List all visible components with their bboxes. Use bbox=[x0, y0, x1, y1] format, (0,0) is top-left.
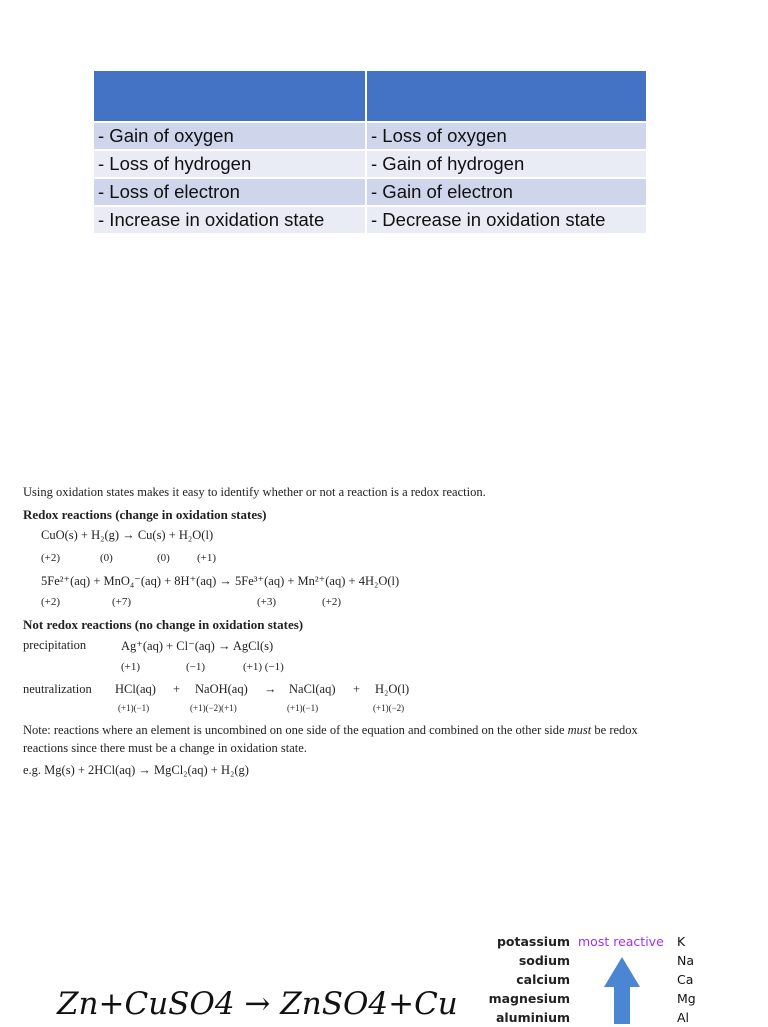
element-symbol: Mg bbox=[677, 991, 696, 1006]
table-cell: - Increase in oxidation state bbox=[94, 206, 366, 233]
equation-term: H₂O(l) bbox=[375, 682, 410, 696]
reactivity-metal-list bbox=[472, 932, 570, 1027]
equation-term: → bbox=[264, 682, 277, 696]
equation-term: NaCl(aq) bbox=[289, 682, 336, 696]
element-symbol: Al bbox=[677, 1010, 690, 1025]
example-equation: e.g. Mg(s) + 2HCl(aq) → MgCl₂(aq) + H₂(g) bbox=[23, 763, 249, 777]
oxidation-state: (+1)(−1) bbox=[118, 703, 150, 713]
oxidation-state: (+2) bbox=[41, 552, 61, 564]
redox-heading: Redox reactions (change in oxidation states) bbox=[23, 507, 267, 522]
note-text-part: be redox bbox=[591, 723, 638, 737]
not-redox-heading: Not redox reactions (no change in oxidation states) bbox=[23, 617, 304, 632]
oxidation-state: (+7) bbox=[112, 596, 132, 608]
table-row bbox=[94, 122, 646, 150]
intro-text: Using oxidation states makes it easy to identify whether or not a reaction is a redox reaction. bbox=[23, 485, 486, 499]
table-row bbox=[94, 206, 646, 233]
oxidation-state: (+3) bbox=[257, 596, 277, 608]
equation-term: HCl(aq) bbox=[115, 682, 156, 696]
note-text-line2: reactions since there must be a change in oxidation state. bbox=[23, 741, 307, 755]
oxidation-state: (+1) bbox=[121, 661, 141, 673]
equation-cuo: CuO(s) + H₂(g) → Cu(s) + H₂O(l) bbox=[41, 528, 214, 542]
note-emphasis: must bbox=[567, 723, 592, 737]
note-text-part: Note: reactions where an element is uncombined on one side of the equation and combined on the other side bbox=[23, 723, 568, 737]
element-symbol: Ca bbox=[677, 972, 694, 987]
table-row bbox=[94, 150, 646, 178]
equation-term: + bbox=[353, 682, 361, 696]
oxidation-state: (+2) bbox=[41, 596, 61, 608]
oxidation-state: (+1)(−1) bbox=[287, 703, 319, 713]
oxidation-state: (+1) bbox=[197, 552, 217, 564]
equation-term: + bbox=[173, 682, 181, 696]
equation-term: NaOH(aq) bbox=[195, 682, 248, 696]
element-symbol: Na bbox=[677, 953, 695, 968]
oxidation-state: (+2) bbox=[322, 596, 342, 608]
oxidation-state: (+1) (−1) bbox=[243, 661, 284, 673]
table-cell: - Gain of hydrogen bbox=[366, 150, 646, 178]
up-arrow-icon bbox=[603, 957, 641, 1024]
header-cell-reduction bbox=[366, 71, 646, 122]
oxidation-state: (0) bbox=[100, 552, 113, 564]
element-symbol: K bbox=[677, 934, 686, 949]
table-cell: - Loss of hydrogen bbox=[94, 150, 366, 178]
metal-name: aluminium bbox=[495, 1010, 570, 1025]
most-reactive-label: most reactive bbox=[578, 934, 664, 949]
metal-name: potassium bbox=[496, 934, 570, 949]
oxidation-state: (+1)(−2) bbox=[373, 703, 405, 713]
note-text bbox=[23, 723, 638, 738]
table-header-row bbox=[94, 71, 646, 122]
oxidation-reduction-table bbox=[94, 71, 646, 233]
metal-name: magnesium bbox=[488, 991, 570, 1006]
zinc-copper-sulfate-equation: Zn+CuSO4 → ZnSO4+Cu bbox=[57, 986, 458, 1022]
header-cell-oxidation bbox=[94, 71, 366, 122]
equation-precipitation: Ag⁺(aq) + Cl⁻(aq) → AgCl(s) bbox=[121, 639, 274, 653]
equation-iron-permanganate: 5Fe²⁺(aq) + MnO₄⁻(aq) + 8H⁺(aq) → 5Fe³⁺(aq) + Mn²⁺(aq) + 4H₂O(l) bbox=[41, 574, 400, 588]
table-cell: - Decrease in oxidation state bbox=[366, 206, 646, 233]
oxidation-state: (−1) bbox=[186, 661, 206, 673]
table-cell: - Loss of electron bbox=[94, 178, 366, 206]
metal-name: sodium bbox=[518, 953, 570, 968]
table-row bbox=[94, 178, 646, 206]
table-cell: - Loss of oxygen bbox=[366, 122, 646, 150]
oxidation-state: (+1)(−2)(+1) bbox=[190, 703, 237, 713]
neutralization-label: neutralization bbox=[23, 682, 92, 696]
oxidation-state: (0) bbox=[157, 552, 170, 564]
precipitation-label: precipitation bbox=[23, 638, 87, 652]
metal-name: calcium bbox=[516, 972, 570, 987]
table-cell: - Gain of oxygen bbox=[94, 122, 366, 150]
reactivity-symbol-list bbox=[677, 932, 696, 1027]
table-cell: - Gain of electron bbox=[366, 178, 646, 206]
